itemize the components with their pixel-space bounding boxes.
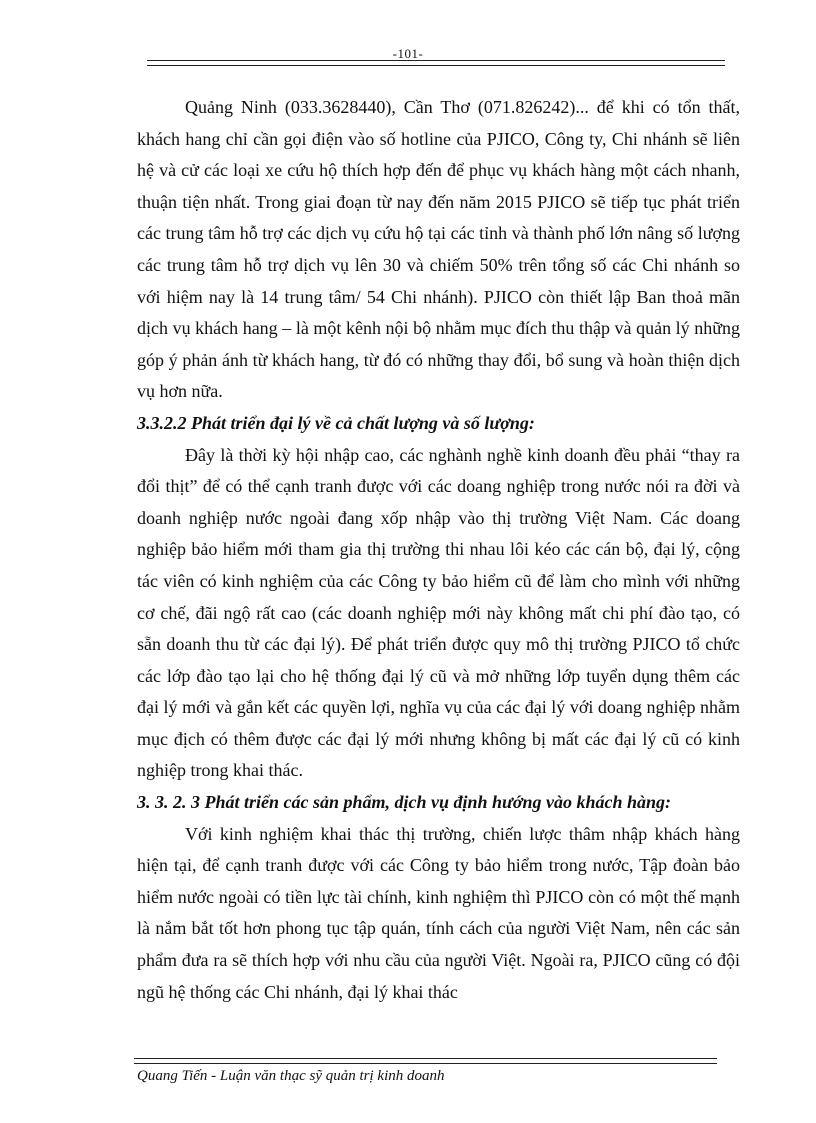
paragraph-3: Với kinh nghiệm khai thác thị trường, chiến lược thâm nhập khách hàng hiện tại, để cạnh tranh được với các Công ty bảo hiểm trong nước, Tập đoàn bảo hiểm nước ngoài có tiền lực tài chính, kinh nghiệm thì PJICO còn có một thế mạnh là nắm bắt tốt hơn phong tục tập quán, tính cách của người Việt Nam, nên các sản phẩm đưa ra sẽ thích hợp với nhu cầu của người Việt. Ngoài ra, PJICO cũng có đội ngũ hệ thống các Chi nhánh, đại lý khai thác [137,823,740,1002]
header-rule [147,60,725,66]
section-heading-3-3-2-3: 3. 3. 2. 3 Phát triển các sản phẩm, dịch vụ định hướng vào khách hàng: [137,792,672,813]
section-heading-3-3-2-2: 3.3.2.2 Phát triển đại lý về cả chất lượng và số lượng: [137,412,535,433]
page-number: -101- [392,46,424,61]
paragraph-2: Đây là thời kỳ hội nhập cao, các nghành nghề kinh doanh đều phải “thay ra đổi thịt” để có thể cạnh tranh được với các doang nghiệp trong nước nói ra đời và doanh nghiệp nước ngoài đang xốp nhập vào thị trường Việt Nam. Các doang nghiệp bảo hiểm mới tham gia thị trường thi nhau lôi kéo các cán bộ, đại lý, cộng tác viên có kinh nghiệm của các Công ty bảo hiểm cũ để làm cho mình với những cơ chế, đãi ngộ rất cao (các doanh nghiệp mới này không mất chi phí đào tạo, có sẵn doanh thu từ các đại lý). Để phát triển được quy mô thị trường PJICO tổ chức các lớp đào tạo lại cho hệ thống đại lý cũ và mở những lớp tuyển dụng thêm các đại lý mới và gắn kết các quyền lợi, nghĩa vụ của các đại lý với doang nghiệp nhằm mục địch có thêm được các đại lý mới nhưng không bị mất các đại lý cũ có kinh nghiệp trong khai thác. [137,444,740,781]
document-body [137,92,740,1008]
paragraph-1: Quảng Ninh (033.3628440), Cần Thơ (071.826242)... để khi có tổn thất, khách hang chỉ cần gọi điện vào số hotline của PJICO, Công ty, Chi nhánh sẽ liên hệ và cử các loại xe cứu hộ thích hợp đến để phục vụ khách hàng một cách nhanh, thuận tiện nhất. Trong giai đoạn từ nay đến năm 2015 PJICO sẽ tiếp tục phát triển các trung tâm hỗ trợ các dịch vụ cứu hộ tại các tỉnh và thành phố lớn nâng số lượng các trung tâm hỗ trợ dịch vụ lên 30 và chiếm 50% trên tổng số các Chi nhánh so với hiệm nay là 14 trung tâm/ 54 Chi nhánh). PJICO còn thiết lập Ban thoả mãn dịch vụ khách hang – là một kênh nội bộ nhằm mục đích thu thập và quản lý những góp ý phản ánh từ khách hang, từ đó có những thay đổi, bổ sung và hoàn thiện dịch vụ hơn nữa. [137,97,740,402]
footer-rule [134,1058,717,1064]
footer-text: Quang Tiến - Luận văn thạc sỹ quản trị kinh doanh [137,1068,445,1084]
